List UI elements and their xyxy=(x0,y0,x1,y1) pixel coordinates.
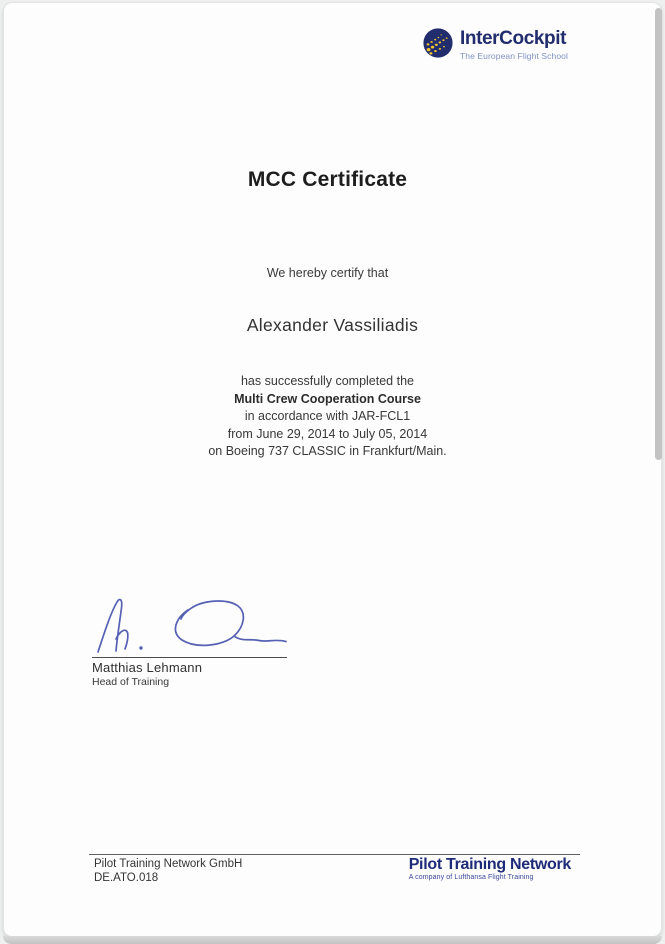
signature-block xyxy=(92,595,297,688)
footer-company-block xyxy=(94,858,242,885)
intercockpit-logo xyxy=(422,27,568,61)
certificate-body xyxy=(4,373,651,461)
certificate-title: MCC Certificate xyxy=(247,168,408,191)
signatory-role: Head of Training xyxy=(92,676,170,688)
footer-logo-name: Pilot Training Network xyxy=(408,856,571,873)
globe-runway-lights-icon xyxy=(422,27,454,59)
signature-rule xyxy=(92,657,287,658)
brand-tagline: The European Flight School xyxy=(460,51,568,61)
body-line-course-name: Multi Crew Cooperation Course xyxy=(234,391,421,406)
footer-approval-ref: DE.ATO.018 xyxy=(94,871,159,884)
certify-intro-line: We hereby certify that xyxy=(266,266,389,280)
brand-text-block xyxy=(460,27,568,61)
pilot-training-network-logo xyxy=(409,856,571,881)
body-line-1: has successfully completed the xyxy=(240,374,414,388)
body-line-5: on Boeing 737 CLASSIC in Frankfurt/Main. xyxy=(208,444,447,459)
brand-name: InterCockpit xyxy=(460,28,567,49)
page-bottom-shadow xyxy=(3,936,662,944)
recipient-name: Alexander Vassiliadis xyxy=(246,315,419,335)
vertical-scrollbar-thumb[interactable] xyxy=(655,8,662,460)
signatory-name: Matthias Lehmann xyxy=(92,660,203,675)
footer-company: Pilot Training Network GmbH xyxy=(94,858,243,870)
certificate-page xyxy=(3,2,662,937)
handwritten-signature xyxy=(92,595,292,657)
footer-logo-tagline: A company of Lufthansa Flight Training xyxy=(408,874,534,881)
footer-rule xyxy=(89,854,580,855)
body-line-3: in accordance with JAR-FCL1 xyxy=(244,409,411,424)
body-line-4: from June 29, 2014 to July 05, 2014 xyxy=(227,426,428,441)
